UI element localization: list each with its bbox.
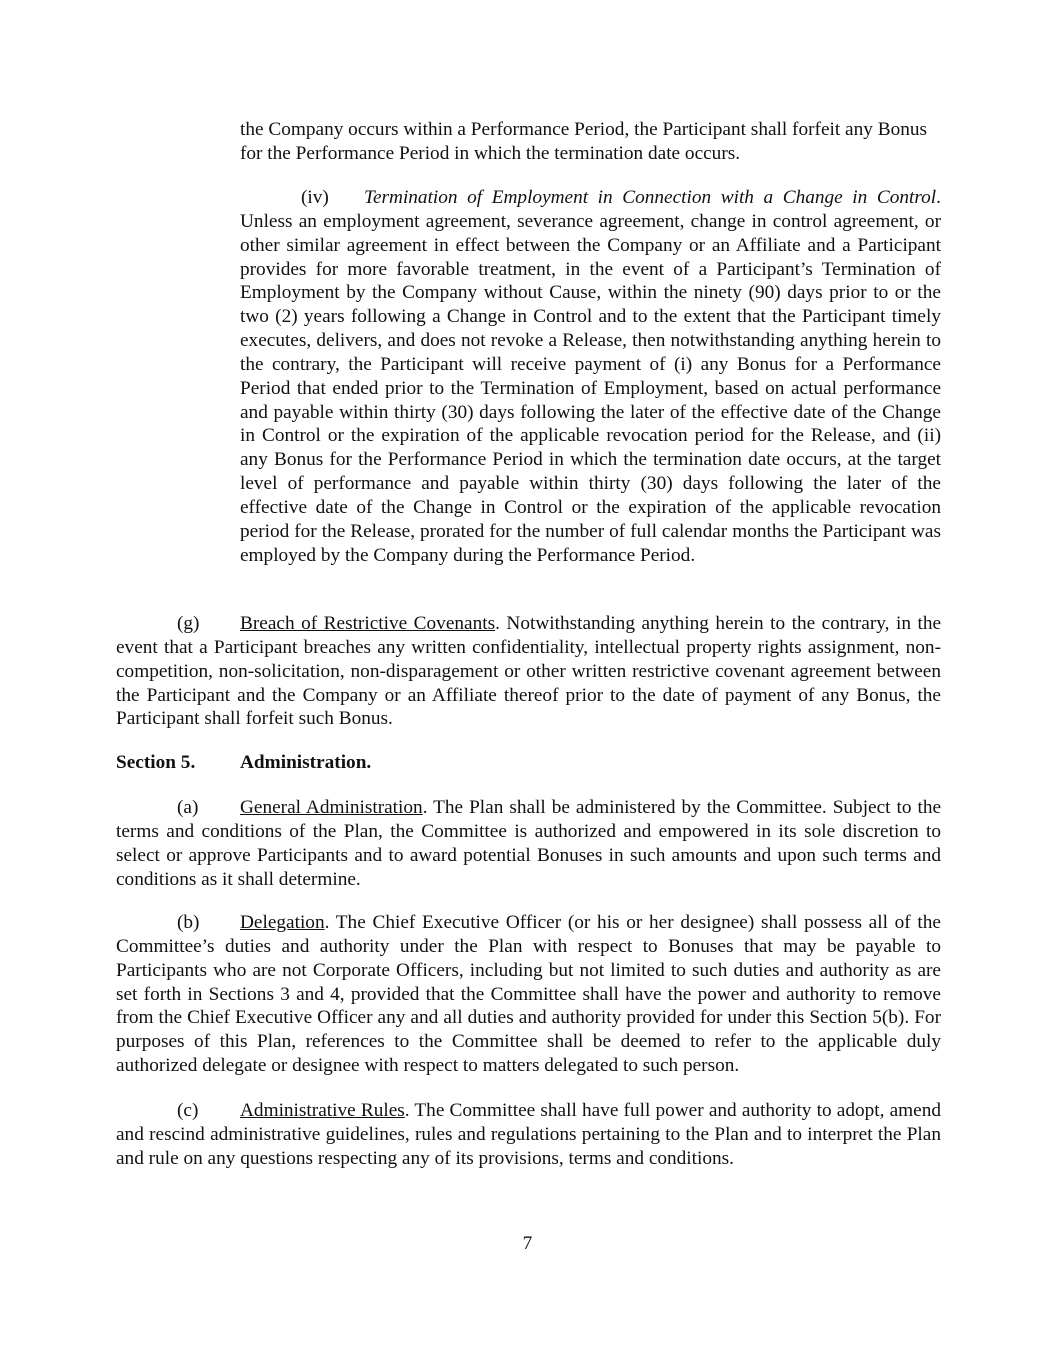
paragraph-g: (g) Breach of Restrictive Covenants. Notwithstanding anything herein to the contrary, in the event that a Participant breaches any written confidentiality, intellectual property rights assignment, non-competition, non-solicitation, non-disparagement or other written restrictive covenant agreement between the Participant and the Company or an Affiliate thereof prior to the date of payment of any Bonus, the Participant shall forfeit such Bonus. (116, 613, 942, 730)
paragraph-b-number: (b) (177, 912, 200, 933)
paragraph-g-body: Notwithstanding anything herein to the contrary, in the event that a Participant breaches any written confidentiality, intellectual property rights assignment, non-competition, non-solicitation, non-disparagement or other written restrictive covenant agreement between the Participant and the Company or an Affiliate thereof prior to the date of payment of any Bonus, the Participant shall forfeit such Bonus. (116, 613, 942, 730)
paragraph-c: (c) Administrative Rules. The Committee shall have full power and authority to adopt, amend and rescind administrative guidelines, rules and regulations pertaining to the Plan and to interpret the Plan and rule on any questions respecting any of its provisions, terms and conditions. (116, 1100, 941, 1169)
subsection-iv-title: Termination of Employment in Connection with a Change in Control (364, 187, 937, 208)
page-number: 7 (522, 1233, 533, 1254)
subsection-iv: (iv) Termination of Employment in Connection with a Change in Control. Unless an employment agreement, severance agreement, change in control agreement, or other similar agreement in effect between the Company or an Affiliate and a Participant provides for more favorable treatment, in the event of a Participant’s Termination of Employment by the Company without Cause, within the ninety (90) days prior to or the two (2) years following a Change in Control and to the extent that the Participant timely executes, delivers, and does not revoke a Release, then notwithstanding anything herein to the contrary, the Participant will receive payment of (i) any Bonus for a Performance Period that ended prior to the Termination of Employment, based on actual performance and payable within thirty (30) days following the later of the effective date of the Change in Control or the expiration of the applicable revocation period for the Release, and (ii) any Bonus for the Performance Period in which the termination date occurs, at the target level of performance and payable within thirty (30) days following the later of the effective date of the Change in Control or the expiration of the applicable revocation period for the Release, prorated for the number of full calendar months the Participant was employed by the Company during the Performance Period. (240, 187, 941, 566)
continuation-paragraph: the Company occurs within a Performance Period, the Participant shall forfeit any Bonus for the Performance Period in which the termination date occurs. (240, 119, 927, 164)
paragraph-c-number: (c) (177, 1100, 199, 1121)
paragraph-b: (b) Delegation. The Chief Executive Officer (or his or her designee) shall possess all of the Committee’s duties and authority under the Plan with respect to Bonuses that may be payable to Participants who are not Corporate Officers, including but not limited to such duties and authority as are set forth in Sections 3 and 4, provided that the Committee shall have the power and authority to remove from the Chief Executive Officer any and all duties and authority provided for under this Section 5(b). For purposes of this Plan, references to the Committee shall be deemed to refer to the applicable duly authorized delegate or designee with respect to matters delegated to such person. (116, 912, 941, 1077)
paragraph-g-title: Breach of Restrictive Covenants (240, 613, 496, 634)
paragraph-c-body: The Committee shall have full power and authority to adopt, amend and rescind administrative guidelines, rules and regulations pertaining to the Plan and to interpret the Plan and rule on any questions respecting any of its provisions, terms and conditions. (116, 1100, 941, 1169)
section-5-title: Administration. (240, 752, 372, 773)
subsection-iv-body: Unless an employment agreement, severance agreement, change in control agreement, or other similar agreement in effect between the Company or an Affiliate and a Participant provides for more favorable treatment, in the event of a Participant’s Termination of Employment by the Company without Cause, within the ninety (90) days prior to or the two (2) years following a Change in Control and to the extent that the Participant timely executes, delivers, and does not revoke a Release, then notwithstanding anything herein to the contrary, the Participant will receive payment of (i) any Bonus for a Performance Period that ended prior to the Termination of Employment, based on actual performance and payable within thirty (30) days following the later of the effective date of the Change in Control or the expiration of the applicable revocation period for the Release, and (ii) any Bonus for the Performance Period in which the termination date occurs, at the target level of performance and payable within thirty (30) days following the later of the effective date of the Change in Control or the expiration of the applicable revocation period for the Release, prorated for the number of full calendar months the Participant was employed by the Company during the Performance Period. (240, 210, 941, 566)
paragraph-a-body: The Plan shall be administered by the Committee. Subject to the terms and conditions of the Plan, the Committee is authorized and empowered in its sole discretion to select or approve Participants and to award potential Bonuses in such amounts and upon such terms and conditions as it shall determine. (116, 797, 942, 890)
subsection-iv-number: (iv) (301, 187, 329, 208)
paragraph-a-title: General Administration (240, 797, 423, 818)
paragraph-b-title: Delegation (240, 912, 325, 933)
paragraph-b-body: The Chief Executive Officer (or his or her designee) shall possess all of the Committee’s duties and authority under the Plan with respect to Bonuses that may be payable to Participants who are not Corporate Officers, including but not limited to such duties and authority as are set forth in Sections 3 and 4, provided that the Committee shall have the power and authority to remove from the Chief Executive Officer any and all duties and authority provided for under this Section 5(b). For purposes of this Plan, references to the Committee shall be deemed to refer to the applicable duly authorized delegate or designee with respect to matters delegated to such person. (116, 912, 941, 1077)
paragraph-c-title: Administrative Rules (240, 1100, 405, 1121)
paragraph-a: (a) General Administration. The Plan shall be administered by the Committee. Subject to the terms and conditions of the Plan, the Committee is authorized and empowered in its sole discretion to select or approve Participants and to award potential Bonuses in such amounts and upon such terms and conditions as it shall determine. (116, 797, 942, 890)
paragraph-a-number: (a) (177, 797, 199, 818)
section-5-heading (116, 751, 372, 775)
section-5-number: Section 5. (116, 752, 196, 773)
paragraph-g-number: (g) (177, 613, 200, 634)
